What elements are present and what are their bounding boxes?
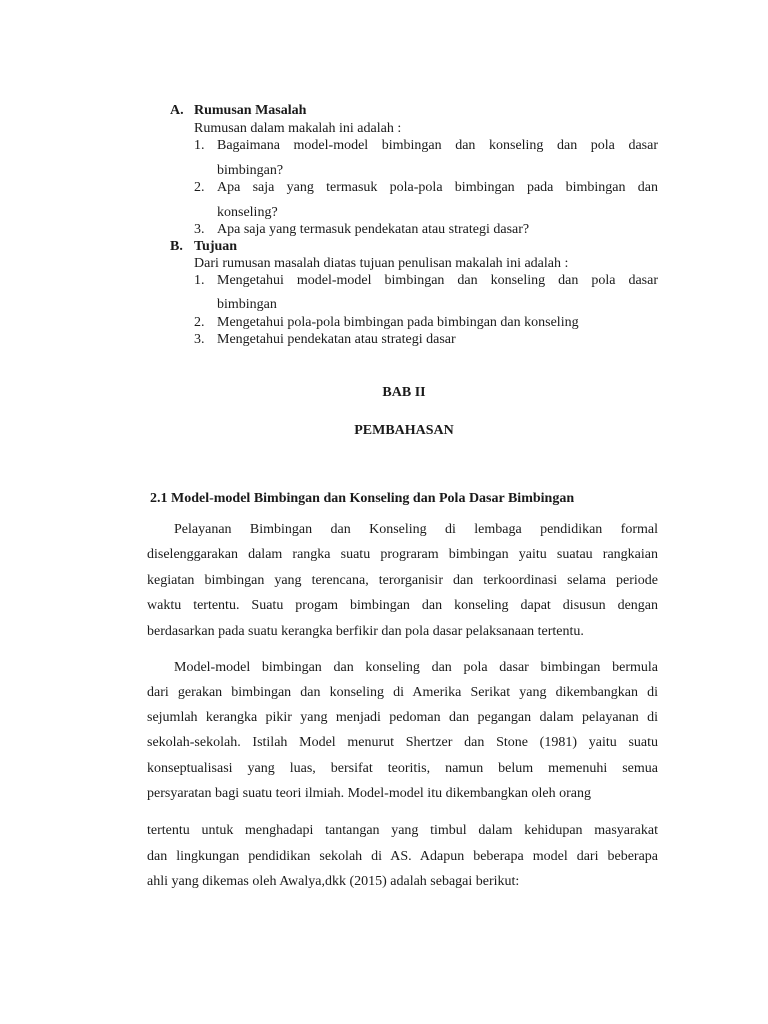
paragraph-line: dari gerakan bimbingan dan konseling di Amerika Serikat yang dikembangkan di (147, 685, 658, 700)
list-item-text-continued: konseling? (217, 205, 278, 220)
list-item-text: Bagaimana model-model bimbingan dan konseling dan pola dasar (217, 138, 658, 153)
list-item-number: 2. (194, 180, 205, 195)
list-item-text-continued: bimbingan? (217, 163, 284, 178)
list-item-text: Mengetahui model-model bimbingan dan konseling dan pola dasar (217, 273, 658, 288)
list-item-number: 1. (194, 138, 205, 153)
section-a-heading: Rumusan Masalah (194, 103, 307, 118)
section-b-intro: Dari rumusan masalah diatas tujuan penulisan makalah ini adalah : (194, 256, 569, 271)
paragraph-line: waktu tertentu. Suatu progam bimbingan dan konseling dapat disusun dengan (147, 598, 658, 613)
paragraph-line: persyaratan bagi suatu teori ilmiah. Model-model itu dikembangkan oleh orang (147, 786, 591, 801)
paragraph-line: sejumlah kerangka pikir yang menjadi pedoman dan pegangan dalam pelayanan di (147, 710, 658, 725)
section-a-marker: A. (170, 103, 184, 118)
section-b-marker: B. (170, 239, 183, 254)
paragraph-line: tertentu untuk menghadapi tantangan yang timbul dalam kehidupan masyarakat (147, 823, 658, 838)
paragraph-line: diselenggarakan dalam rangka suatu prograram bimbingan yaitu suatau rangkaian (147, 547, 658, 562)
list-item-number: 3. (194, 332, 205, 347)
paragraph-line: sekolah-sekolah. Istilah Model menurut Shertzer dan Stone (1981) yaitu suatu (147, 735, 658, 750)
paragraph-line: Model-model bimbingan dan konseling dan pola dasar bimbingan bermula (174, 660, 658, 675)
list-item-text: Mengetahui pola-pola bimbingan pada bimbingan dan konseling (217, 315, 579, 330)
list-item-number: 3. (194, 222, 205, 237)
list-item-number: 1. (194, 273, 205, 288)
paragraph-line: berdasarkan pada suatu kerangka berfikir dan pola dasar pelaksanaan tertentu. (147, 624, 584, 639)
section-a-intro: Rumusan dalam makalah ini adalah : (194, 121, 402, 136)
chapter-title: PEMBAHASAN (354, 423, 454, 438)
list-item-text: Apa saja yang termasuk pola-pola bimbingan pada bimbingan dan (217, 180, 658, 195)
section-b-heading: Tujuan (194, 239, 238, 254)
paragraph-line: konseptualisasi yang luas, bersifat teoritis, namun belum memenuhi semua (147, 761, 658, 776)
chapter-number: BAB II (382, 385, 426, 400)
paragraph-line: dan lingkungan pendidikan sekolah di AS. Adapun beberapa model dari beberapa (147, 849, 658, 864)
paragraph-line: kegiatan bimbingan yang terencana, terorganisir dan terkoordinasi selama periode (147, 573, 658, 588)
subsection-title: 2.1 Model-model Bimbingan dan Konseling dan Pola Dasar Bimbingan (150, 491, 575, 506)
list-item-text: Apa saja yang termasuk pendekatan atau strategi dasar? (217, 222, 530, 237)
list-item-text-continued: bimbingan (217, 297, 277, 312)
list-item-text: Mengetahui pendekatan atau strategi dasar (217, 332, 456, 347)
list-item-number: 2. (194, 315, 205, 330)
paragraph-line: Pelayanan Bimbingan dan Konseling di lembaga pendidikan formal (174, 522, 658, 537)
paragraph-line: ahli yang dikemas oleh Awalya,dkk (2015) adalah sebagai berikut: (147, 874, 520, 889)
